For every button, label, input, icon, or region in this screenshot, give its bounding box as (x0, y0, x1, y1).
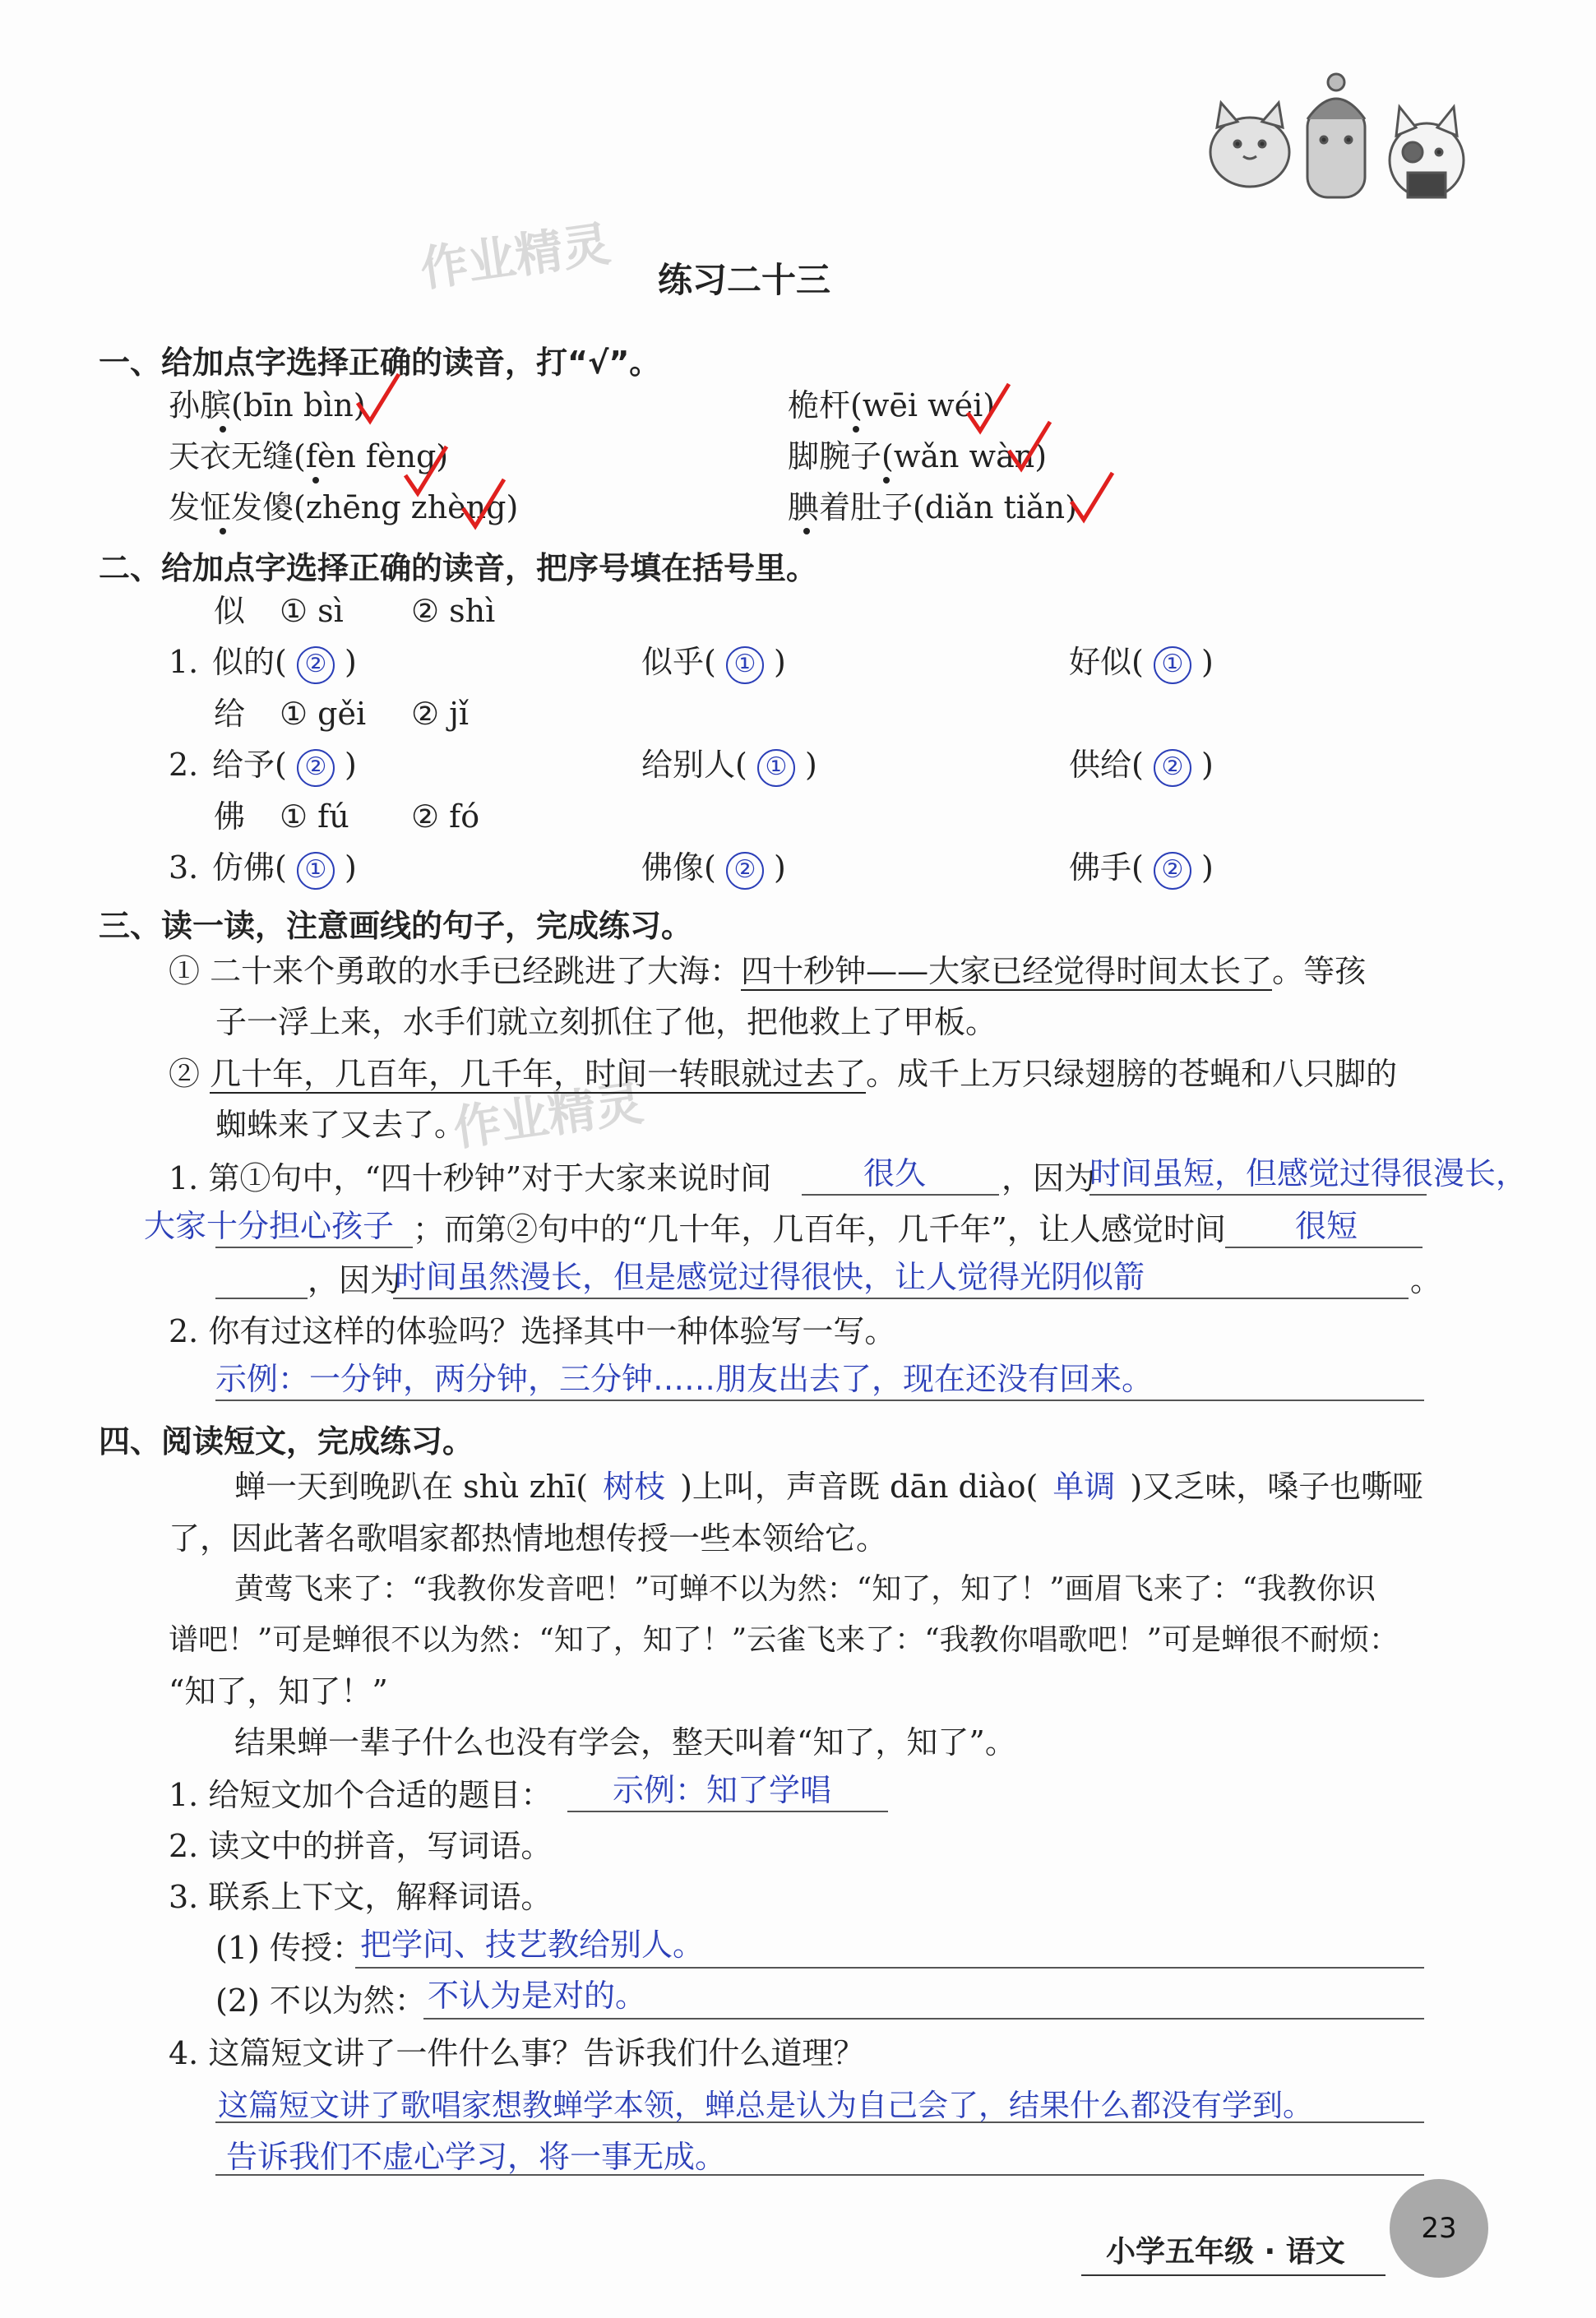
section-heading: 一、给加点字选择正确的读音，打“√”。 (99, 345, 661, 381)
option-2: ② shì (411, 593, 496, 629)
word-item: 似的( ② ) (212, 643, 357, 684)
answer-circle: ② (1154, 852, 1191, 890)
section1-item: 孙膑(bīn bìn) (169, 387, 366, 423)
option-1: ① fú (280, 798, 349, 835)
handwritten-answer: 树枝 (603, 1469, 666, 1505)
item-number: 2. (169, 747, 199, 783)
section1-item: 天衣无缝(fèn fèng) (169, 438, 449, 474)
question-text: (1) 传授： (215, 1930, 363, 1966)
emphasis-dot (312, 477, 319, 483)
handwritten-answer: 时间虽然漫长，但是感觉过得很快，让人觉得光阴似箭 (395, 1259, 1145, 1295)
question-text: 4. 这篇短文讲了一件什么事？告诉我们什么道理？ (169, 2035, 865, 2071)
handwritten-answer: 单调 (1052, 1469, 1116, 1505)
answer-line (423, 2018, 1424, 2020)
passage-line: ① 二十来个勇敢的水手已经跳进了大海：四十秒钟——大家已经觉得时间太长了。等孩 (169, 953, 1367, 989)
answer-line (1089, 1194, 1427, 1196)
option-2: ② jǐ (411, 696, 470, 732)
question-text: 1. 第①句中，“四十秒钟”对于大家来说时间 (169, 1160, 772, 1196)
answer-circle: ① (297, 852, 335, 890)
word-item: 好似( ① ) (1069, 643, 1214, 684)
option-char: 似 (214, 593, 246, 629)
option-char: 佛 (214, 798, 246, 835)
handwritten-answer: 把学问、技艺教给别人。 (360, 1927, 705, 1963)
page-number-badge (1390, 2179, 1488, 2278)
check-mark-icon (1005, 418, 1054, 475)
check-mark-icon (459, 475, 508, 533)
question-text: 2. 读文中的拼音，写词语。 (169, 1828, 553, 1864)
answer-circle: ① (757, 749, 795, 787)
page-number: 23 (1421, 2212, 1457, 2245)
answer-line (215, 1400, 1424, 1401)
question-text: ，因为 (1002, 1160, 1096, 1196)
question-text: ；而第②句中的“几十年，几百年，几千年”，让人感觉时间 (413, 1211, 1226, 1247)
word-item: 仿佛( ① ) (212, 849, 357, 890)
page-title: 练习二十三 (658, 260, 831, 300)
footer-rule (1081, 2274, 1386, 2276)
option-2: ② fó (411, 798, 480, 835)
question-text: 2. 你有过这样的体验吗？选择其中一种体验写一写。 (169, 1313, 896, 1349)
cats-illustration (1192, 58, 1488, 206)
answer-line (1225, 1247, 1423, 1248)
word-item: 佛手( ② ) (1069, 849, 1214, 890)
question-text: 3. 联系上下文，解释词语。 (169, 1879, 553, 1915)
passage-line: “知了，知了！” (169, 1673, 388, 1710)
item-number: 3. (169, 849, 199, 886)
question-text: 1. 给短文加个合适的题目： (169, 1777, 553, 1813)
question-text: (2) 不以为然： (215, 1983, 426, 2019)
question-text: 。 (1410, 1262, 1442, 1298)
emphasis-dot (883, 477, 890, 483)
answer-line (802, 1194, 999, 1196)
section1-item: 腆着肚子(diǎn tiǎn) (788, 489, 1077, 525)
word-item: 给别人( ① ) (641, 746, 817, 787)
answer-circle: ② (726, 852, 764, 890)
section1-item: 发怔发傻(zhēng zhèng) (169, 489, 519, 525)
check-mark-icon (1067, 469, 1117, 526)
passage-line: 了，因此著名歌唱家都热情地想传授一些本领给它。 (169, 1520, 888, 1557)
handwritten-answer: 大家十分担心孩子 (144, 1208, 395, 1244)
section-heading: 三、读一读，注意画线的句子，完成练习。 (99, 908, 693, 944)
book-label: 小学五年级 · 语文 (1106, 2235, 1345, 2269)
option-char: 给 (214, 696, 246, 732)
handwritten-answer: 示例：知了学唱 (613, 1772, 832, 1808)
answer-circle: ① (1154, 646, 1191, 684)
answer-circle: ① (726, 646, 764, 684)
underlined-sentence: 几十年，几百年，几千年，时间一转眼就过去了 (210, 1056, 867, 1092)
answer-circle: ② (297, 646, 335, 684)
option-1: ① sì (280, 593, 344, 629)
handwritten-answer: 这篇短文讲了歌唱家想教蝉学本领，蝉总是认为自己会了，结果什么都没有学到。 (218, 2088, 1313, 2123)
passage-line: 黄莺飞来了：“我教你发音吧！”可蝉不以为然：“知了，知了！”画眉飞来了：“我教你识 (234, 1572, 1376, 1606)
passage-line: 谱吧！”可是蝉很不以为然：“知了，知了！”云雀飞来了：“我教你唱歌吧！”可是蝉很不耐烦： (169, 1623, 1399, 1657)
passage-line: 子一浮上来，水手们就立刻抓住了他，把他救上了甲板。 (215, 1004, 997, 1040)
answer-line (567, 1811, 888, 1812)
handwritten-answer: 时间虽短，但感觉过得很漫长， (1089, 1155, 1528, 1191)
passage-line: 结果蝉一辈子什么也没有学会，整天叫着“知了，知了”。 (234, 1724, 1016, 1760)
handwritten-answer: 很短 (1295, 1208, 1358, 1244)
word-item: 佛像( ② ) (641, 849, 786, 890)
section-heading: 二、给加点字选择正确的读音，把序号填在括号里。 (99, 550, 818, 586)
section1-item: 脚腕子(wǎn wàn) (788, 438, 1048, 474)
passage-line: 蜘蛛来了又去了。 (215, 1107, 466, 1143)
item-number: 1. (169, 644, 199, 680)
handwritten-answer: 示例：一分钟，两分钟，三分钟……朋友出去了，现在还没有回来。 (215, 1361, 1154, 1397)
question-text: ，因为 (308, 1262, 402, 1298)
emphasis-dot (803, 528, 810, 534)
answer-line (355, 1967, 1424, 1969)
word-item: 供给( ② ) (1069, 746, 1214, 787)
passage-line: ② 几十年，几百年，几千年，时间一转眼就过去了。成千上万只绿翅膀的苍蝇和八只脚的 (169, 1056, 1398, 1092)
option-1: ① gěi (280, 696, 367, 732)
handwritten-answer: 不认为是对的。 (428, 1978, 647, 2014)
passage-line: 蝉一天到晚趴在 shù zhī( 树枝 )上叫，声音既 dān diào( 单调 )又乏味，嗓子也嘶哑 (234, 1469, 1424, 1505)
watermark: 作业精灵 (417, 215, 614, 298)
check-mark-icon (401, 442, 451, 500)
section-heading: 四、阅读短文，完成练习。 (99, 1423, 474, 1460)
check-mark-icon (354, 370, 403, 428)
emphasis-dot (220, 426, 226, 433)
underlined-sentence: 四十秒钟——大家已经觉得时间太长了 (741, 953, 1273, 989)
answer-circle: ② (1154, 749, 1191, 787)
handwritten-answer: 很久 (863, 1155, 927, 1191)
handwritten-answer: 告诉我们不虚心学习，将一事无成。 (226, 2139, 727, 2175)
word-item: 似乎( ① ) (641, 643, 786, 684)
answer-line (393, 1298, 1409, 1299)
answer-circle: ② (297, 749, 335, 787)
word-item: 给予( ② ) (212, 746, 357, 787)
answer-line (215, 1247, 413, 1248)
answer-line (215, 1298, 308, 1299)
watermark: 作业精灵 (450, 1075, 647, 1157)
emphasis-dot (853, 426, 859, 433)
emphasis-dot (220, 528, 226, 534)
section1-item: 桅杆(wēi wéi) (788, 387, 996, 423)
